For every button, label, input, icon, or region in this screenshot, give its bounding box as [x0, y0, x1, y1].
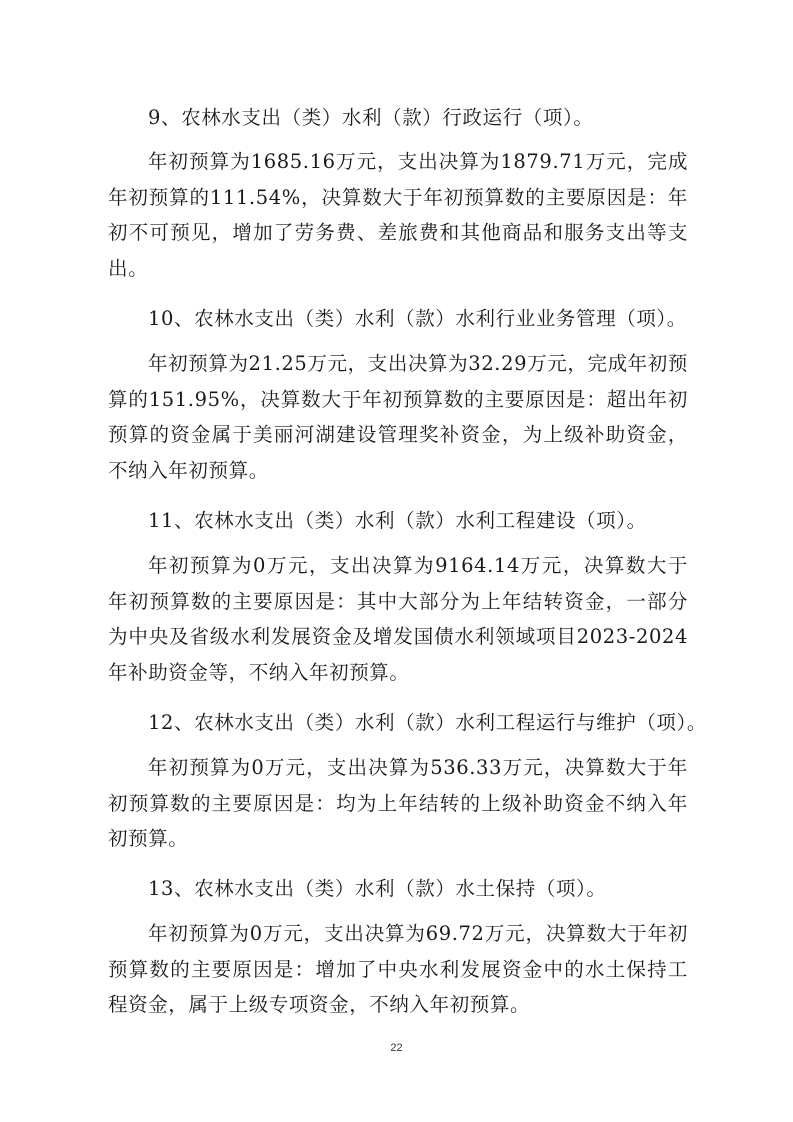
page-number: 22: [390, 1042, 403, 1054]
section-body-9: 年初预算为1685.16万元，支出决算为1879.71万元，完成年初预算的111.54%，决算数大于年初预算数的主要原因是：年初不可预见，增加了劳务费、差旅费和其他商品和服务支出等支出。: [108, 150, 688, 280]
section-heading-11: 11、农林水支出（类）水利（款）水利工程建设（项）。: [148, 509, 647, 532]
section-body-12: 年初预算为0万元，支出决算为536.33万元，决算数大于年初预算数的主要原因是：均为上年结转的上级补助资金不纳入年初预算。: [108, 756, 688, 850]
section-body-11: 年初预算为0万元，支出决算为9164.14万元，决算数大于年初预算数的主要原因是：其中大部分为上年结转资金，一部分为中央及省级水利发展资金及增发国债水利领域项目2023-2024年补助资金等，不纳入年初预算。: [108, 554, 688, 684]
section-heading-9: 9、农林水支出（类）水利（款）行政运行（项）。: [148, 106, 594, 129]
section-heading-10: 10、农林水支出（类）水利（款）水利行业业务管理（项）。: [148, 307, 687, 330]
section-body-13: 年初预算为0万元，支出决算为69.72万元，决算数大于年初预算数的主要原因是：增加了中央水利发展资金中的水土保持工程资金，属于上级专项资金，不纳入年初预算。: [108, 922, 688, 1016]
section-heading-13: 13、农林水支出（类）水利（款）水土保持（项）。: [148, 877, 607, 900]
section-heading-12: 12、农林水支出（类）水利（款）水利工程运行与维护（项）。: [148, 711, 707, 734]
section-body-10: 年初预算为21.25万元，支出决算为32.29万元，完成年初预算的151.95%，决算数大于年初预算数的主要原因是：超出年初预算的资金属于美丽河湖建设管理奖补资金，为上级补助资金，不纳入年初预算。: [108, 352, 688, 482]
